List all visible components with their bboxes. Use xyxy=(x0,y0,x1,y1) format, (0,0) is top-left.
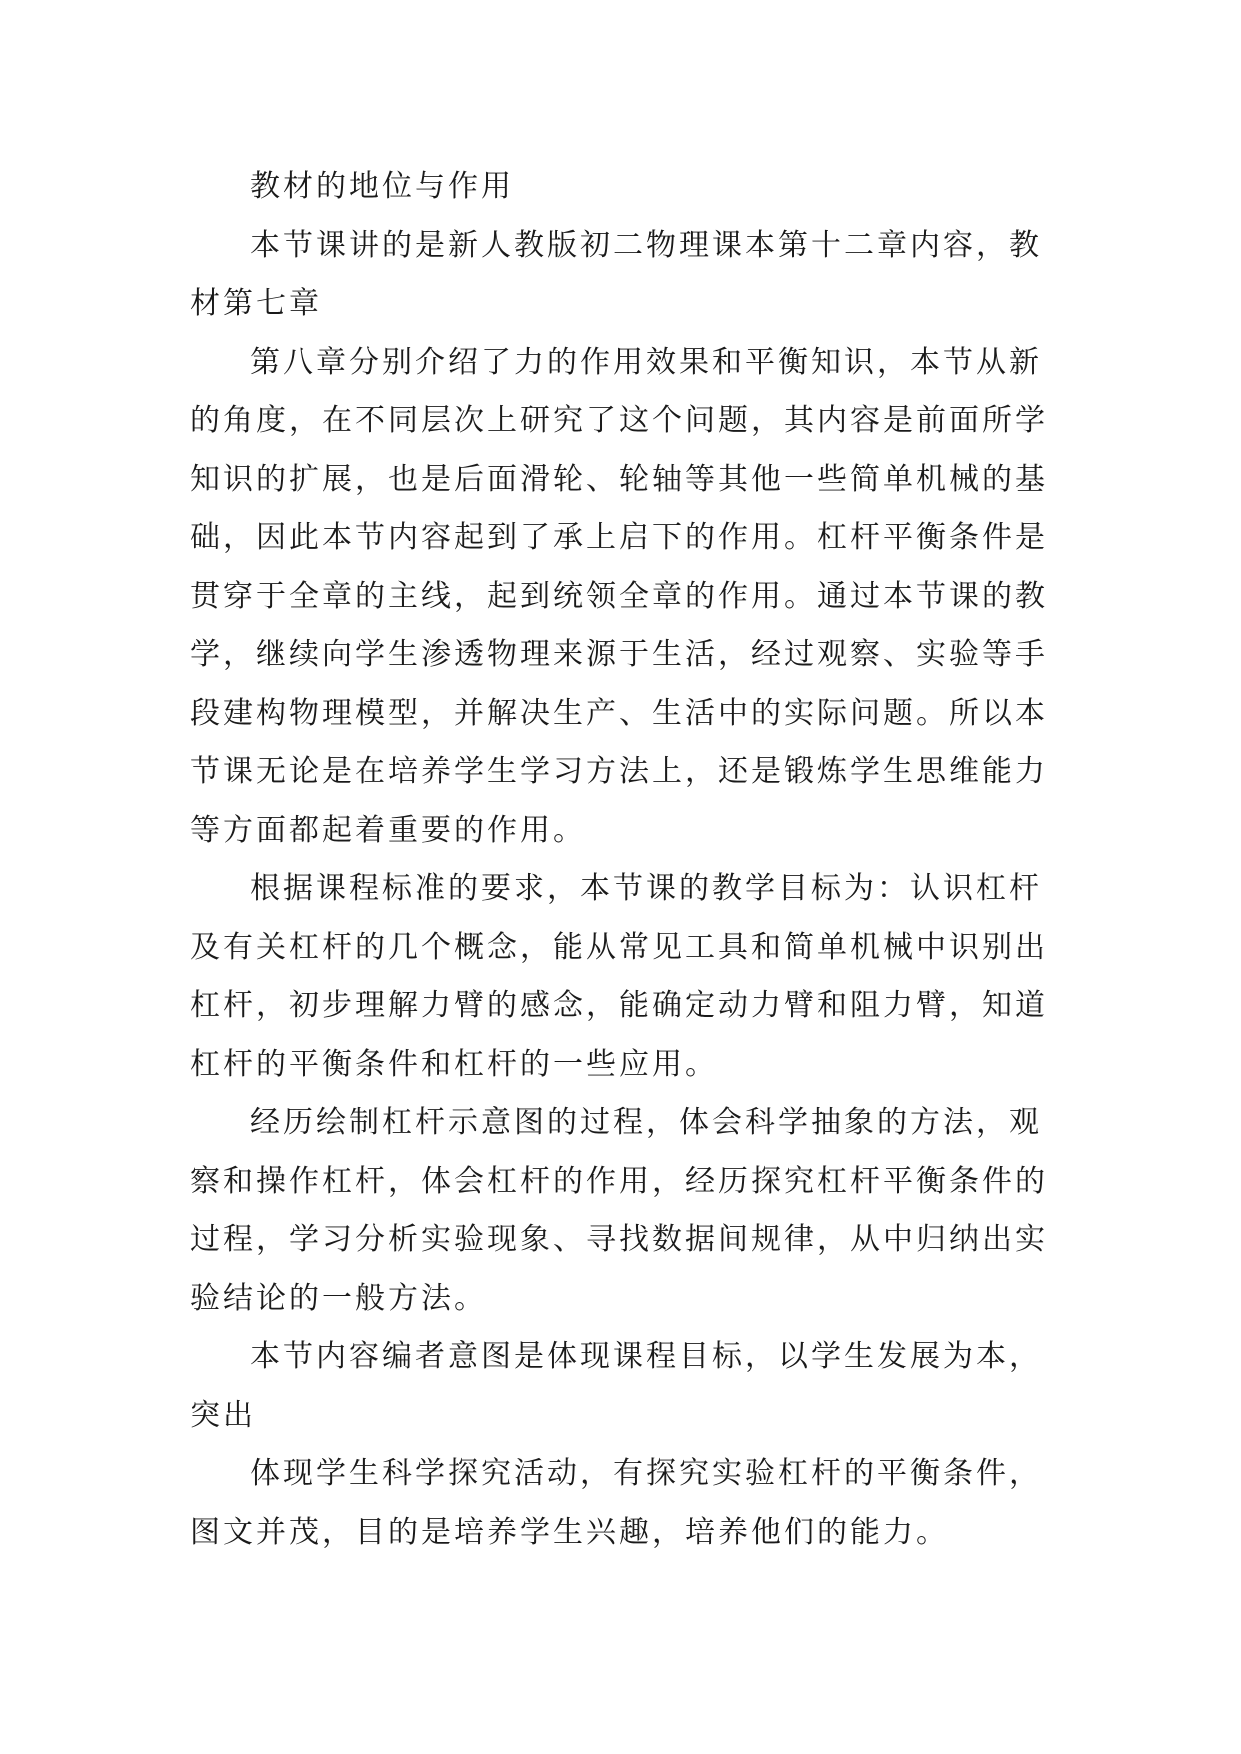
document-body xyxy=(190,158,1050,1562)
paragraph-heading: 教材的地位与作用 xyxy=(250,169,514,204)
paragraph: 第八章分别介绍了力的作用效果和平衡知识，本节从新 的角度，在不同层次上研究了这个问题，其内容是前面所学 知识的扩展，也是后面滑轮、轮轴等其他一些简单机械的基 础，因此本节内容起到了承上启下的作用。杠杆平衡条件是 贯穿于全章的主线，起到统领全章的作用。通过本节课的教 学，继续向学生渗透物理来源于生活，经过观察、实验等手 段建构物理模型，并解决生产、生活中的实际问题。所以本 节课无论是在培养学生学习方法上，还是锻炼学生思维能力 等方面都起着重要的作用。 xyxy=(190,344,1048,848)
paragraph: 根据课程标准的要求，本节课的教学目标为：认识杠杆 及有关杠杆的几个概念，能从常见工具和简单机械中识别出 杠杆，初步理解力臂的感念，能确定动力臂和阻力臂，知道 杠杆的平衡条件和杠杆的一些应用。 xyxy=(190,871,1048,1082)
paragraph: 本节内容编者意图是体现课程目标，以学生发展为本， 突出 xyxy=(190,1339,1042,1433)
paragraph: 经历绘制杠杆示意图的过程，体会科学抽象的方法，观 察和操作杠杆，体会杠杆的作用，经历探究杠杆平衡条件的 过程，学习分析实验现象、寻找数据间规律，从中归纳出实 验结论的一般方法。 xyxy=(190,1105,1048,1316)
paragraph: 体现学生科学探究活动，有探究实验杠杆的平衡条件， 图文并茂，目的是培养学生兴趣，培养他们的能力。 xyxy=(190,1456,1042,1550)
paragraph: 本节课讲的是新人教版初二物理课本第十二章内容，教 材第七章 xyxy=(190,227,1042,321)
